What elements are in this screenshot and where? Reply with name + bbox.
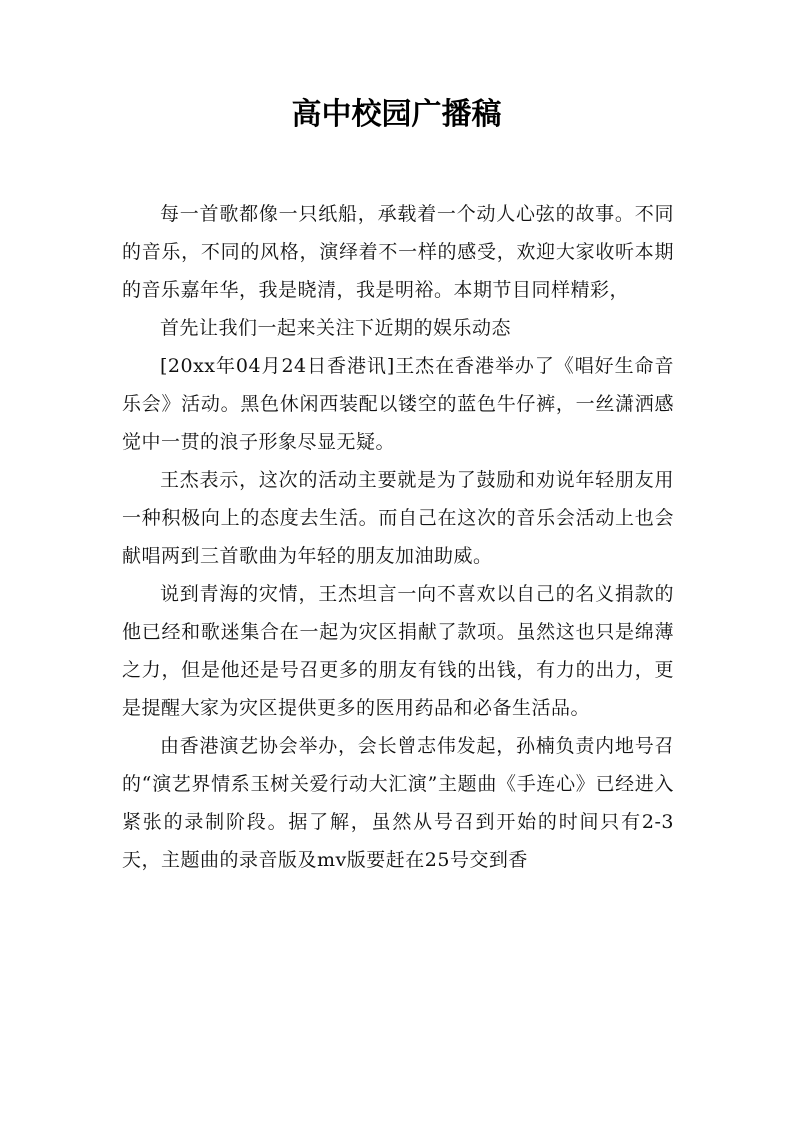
paragraph-4: 王杰表示，这次的活动主要就是为了鼓励和劝说年轻朋友用一种积极向上的态度去生活。而自己在这次的音乐会活动上也会献唱两到三首歌曲为年轻的朋友加油助威。 <box>122 469 674 567</box>
paragraph-5: 说到青海的灾情，王杰坦言一向不喜欢以自己的名义捐款的他已经和歌迷集合在一起为灾区捐献了款项。虽然这也只是绵薄之力，但是他还是号召更多的朋友有钱的出钱，有力的出力，更是提醒大家为灾区提供更多的医用药品和必备生活品。 <box>122 583 674 719</box>
paragraph-6: 由香港演艺协会举办，会长曾志伟发起，孙楠负责内地号召的“演艺界情系玉树关爱行动大汇演”主题曲《手连心》已经进入紧张的录制阶段。据了解，虽然从号召到开始的时间只有2-3天，主题曲的录音版及mv版要赶在25号交到香 <box>122 735 674 871</box>
paragraph-1: 每一首歌都像一只纸船，承载着一个动人心弦的故事。不同的音乐，不同的风格，演绎着不一样的感受，欢迎大家收听本期的音乐嘉年华，我是晓清，我是明裕。本期节目同样精彩， <box>122 203 674 301</box>
document-body <box>122 195 674 879</box>
paragraph-3: [20xx年04月24日香港讯]王杰在香港举办了《唱好生命音乐会》活动。黑色休闲西装配以镂空的蓝色牛仔裤，一丝潇洒感觉中一贯的浪子形象尽显无疑。 <box>122 355 674 453</box>
document-title: 高中校园广播稿 <box>291 97 502 132</box>
paragraph-2: 首先让我们一起来关注下近期的娱乐动态 <box>160 317 512 339</box>
